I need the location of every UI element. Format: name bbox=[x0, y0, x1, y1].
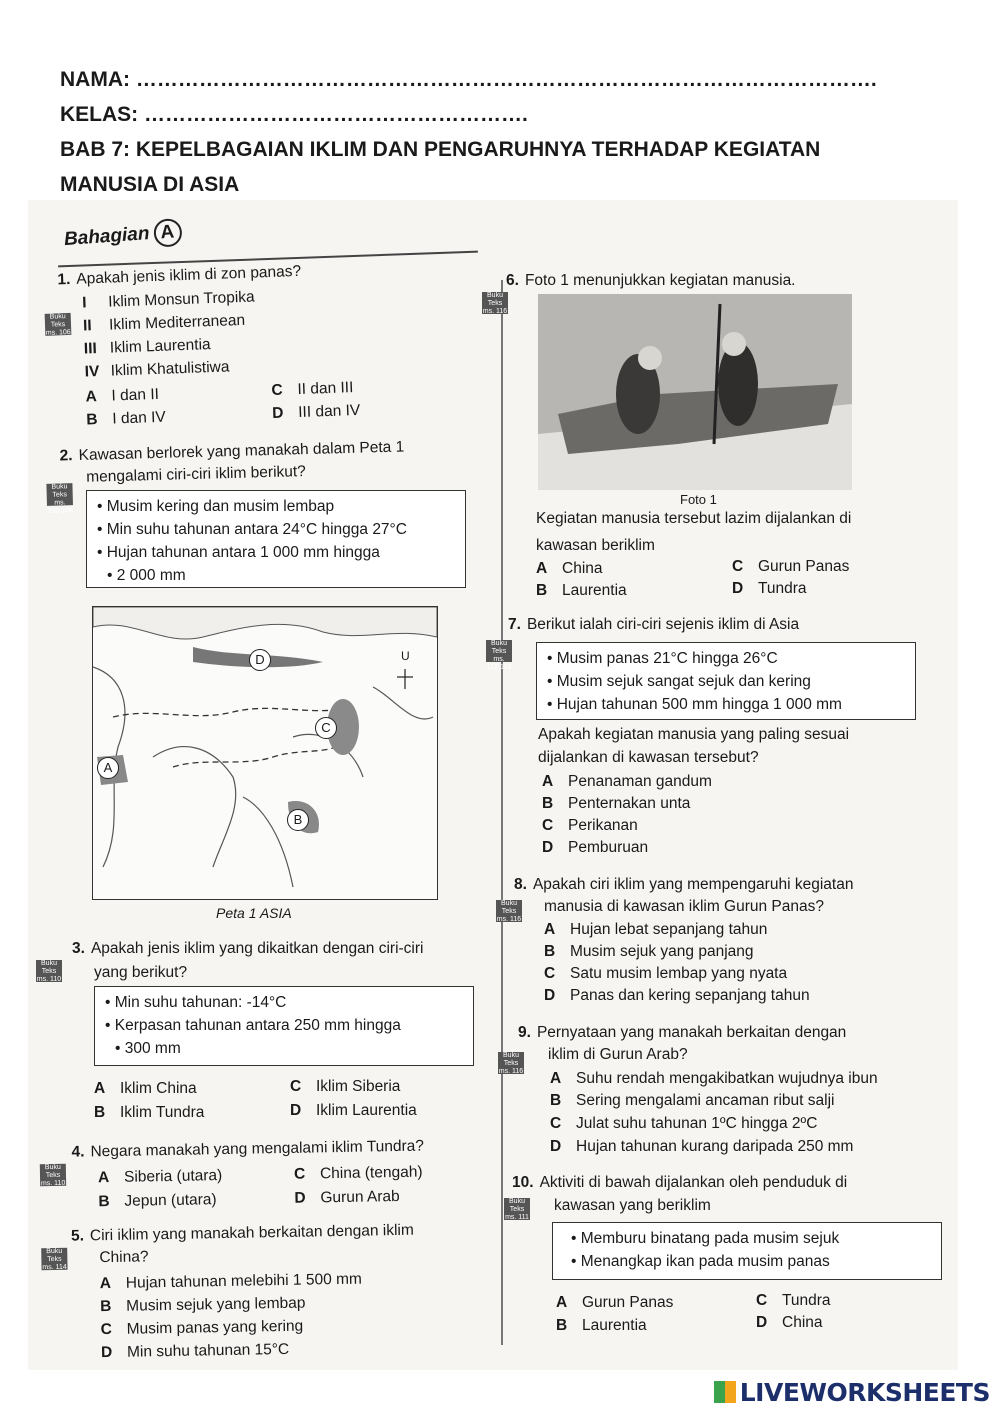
question-number: 1. bbox=[57, 270, 71, 289]
answer-option[interactable]: B Laurentia bbox=[556, 1317, 647, 1334]
textbook-ref-icon: Buku Teks ms. 110 bbox=[40, 1163, 66, 1188]
question-text: Apakah ciri iklim yang mempengaruhi kegiatan bbox=[532, 876, 854, 893]
answer-option[interactable]: C China (tengah) bbox=[293, 1163, 423, 1183]
answer-option[interactable]: C Tundra bbox=[756, 1292, 831, 1309]
question-5 bbox=[42, 1218, 493, 1365]
characteristics-box bbox=[536, 642, 916, 720]
textbook-ref-icon: Buku Teks ms. 116 bbox=[482, 292, 508, 315]
question-text: Apakah kegiatan manusia yang paling sesuai bbox=[538, 726, 850, 743]
question-1 bbox=[45, 255, 483, 445]
question-number: 8. bbox=[514, 876, 527, 893]
textbook-ref-icon: Buku Teks ms. 110 bbox=[36, 960, 62, 983]
bullet-item: • Musim sejuk sangat sejuk dan kering bbox=[547, 670, 905, 693]
question-text: Aktiviti di bawah dijalankan oleh penduduk di bbox=[539, 1174, 848, 1191]
brand-text: LIVEWORKSHEETS bbox=[739, 1378, 990, 1407]
bullet-item: • Hujan tahunan antara 1 000 mm hingga bbox=[97, 541, 455, 564]
question-text: manusia di kawasan iklim Gurun Panas? bbox=[544, 898, 824, 915]
photo-1-drawing bbox=[538, 294, 852, 490]
list-item: Iklim Khatulistiwa bbox=[110, 358, 230, 380]
question-10 bbox=[505, 1172, 952, 1222]
question-text: China? bbox=[99, 1248, 149, 1267]
map-region-label: A bbox=[97, 757, 119, 779]
bullet-item: • Musim panas 21°C hingga 26°C bbox=[547, 647, 905, 670]
class-field[interactable]: KELAS: ………………………………………………. bbox=[60, 103, 528, 126]
question-text: mengalami ciri-ciri iklim berikut? bbox=[86, 463, 307, 486]
question-text: kawasan beriklim bbox=[536, 537, 655, 554]
answer-option[interactable]: A Iklim China bbox=[94, 1080, 197, 1097]
bullet-item: • Musim kering dan musim lembap bbox=[97, 495, 455, 518]
answer-option[interactable]: A I dan II bbox=[85, 385, 160, 406]
bullet-item-continued: • 300 mm bbox=[105, 1037, 463, 1060]
roman-numeral: IV bbox=[84, 362, 100, 381]
textbook-ref-icon: Buku Teks ms. 116 bbox=[496, 900, 522, 923]
answer-option[interactable]: D III dan IV bbox=[271, 401, 361, 422]
worksheet-header bbox=[60, 62, 960, 202]
answer-option[interactable]: A Siberia (utara) bbox=[97, 1167, 223, 1187]
question-text: Apakah jenis iklim di zon panas? bbox=[76, 262, 302, 288]
answer-option[interactable]: A Hujan lebat sepanjang tahun bbox=[544, 921, 768, 938]
textbook-ref-icon: Buku Teks ms. 106 bbox=[45, 313, 71, 337]
bullet-item: • Min suhu tahunan: -14°C bbox=[105, 991, 463, 1014]
question-7-body bbox=[538, 724, 938, 858]
question-10-options bbox=[556, 1292, 956, 1342]
question-4 bbox=[40, 1134, 492, 1213]
question-text: iklim di Gurun Arab? bbox=[548, 1046, 688, 1063]
question-number: 5. bbox=[70, 1227, 85, 1245]
question-text: Pernyataan yang manakah berkaitan dengan bbox=[536, 1024, 847, 1041]
answer-option[interactable]: B I dan IV bbox=[86, 408, 167, 429]
answer-option[interactable]: C Iklim Siberia bbox=[290, 1078, 401, 1095]
answer-option[interactable]: D Gurun Arab bbox=[294, 1187, 400, 1207]
list-item: Iklim Laurentia bbox=[109, 336, 211, 357]
answer-option[interactable]: B Iklim Tundra bbox=[94, 1104, 205, 1121]
chapter-title-line2: MANUSIA DI ASIA bbox=[60, 173, 240, 196]
bullet-item: • Memburu binatang pada musim sejuk bbox=[571, 1227, 931, 1250]
question-number: 7. bbox=[508, 616, 521, 633]
question-number: 3. bbox=[72, 940, 85, 957]
map-caption: Peta 1 ASIA bbox=[216, 905, 292, 921]
answer-option[interactable]: D Min suhu tahunan 15°C bbox=[100, 1340, 290, 1362]
answer-option[interactable]: D Pemburuan bbox=[542, 839, 649, 856]
map-region-label: D bbox=[249, 649, 271, 671]
question-number: 6. bbox=[506, 272, 519, 289]
answer-option[interactable]: A Gurun Panas bbox=[556, 1294, 674, 1311]
question-text: Kegiatan manusia tersebut lazim dijalankan di bbox=[536, 510, 852, 527]
question-text: kawasan yang beriklim bbox=[554, 1197, 711, 1214]
liveworksheets-icon bbox=[714, 1381, 736, 1403]
answer-option[interactable]: D China bbox=[756, 1314, 823, 1331]
question-text: Ciri iklim yang manakah berkaitan dengan iklim bbox=[89, 1221, 414, 1245]
north-arrow-label: U bbox=[401, 649, 410, 663]
question-number: 9. bbox=[518, 1024, 531, 1041]
question-8 bbox=[496, 874, 954, 1008]
list-item: Iklim Mediterranean bbox=[108, 311, 246, 334]
answer-option[interactable]: D Panas dan kering sepanjang tahun bbox=[544, 987, 810, 1004]
map-region-label: C bbox=[315, 717, 337, 739]
section-label: Bahagian bbox=[63, 223, 151, 251]
answer-option[interactable]: A Hujan tahunan melebihi 1 500 mm bbox=[99, 1270, 363, 1293]
list-item: Iklim Monsun Tropika bbox=[107, 288, 255, 311]
question-text: Kawasan berlorek yang manakah dalam Peta 1 bbox=[78, 438, 405, 465]
photo-caption: Foto 1 bbox=[680, 492, 717, 507]
answer-option[interactable]: D Tundra bbox=[732, 580, 807, 597]
roman-numeral: III bbox=[83, 340, 98, 358]
asia-map bbox=[92, 606, 438, 900]
liveworksheets-logo[interactable] bbox=[714, 1378, 990, 1407]
question-text: Apakah jenis iklim yang dikaitkan dengan ciri-ciri bbox=[90, 940, 424, 957]
question-text: Negara manakah yang mengalami iklim Tundra? bbox=[90, 1137, 425, 1161]
question-text: dijalankan di kawasan tersebut? bbox=[538, 749, 759, 766]
answer-option[interactable]: A Penanaman gandum bbox=[542, 773, 712, 790]
answer-option[interactable]: B Jepun (utara) bbox=[98, 1191, 217, 1211]
question-6-body bbox=[536, 508, 936, 600]
bullet-item: • Menangkap ikan pada musim panas bbox=[571, 1250, 931, 1273]
question-text: Foto 1 menunjukkan kegiatan manusia. bbox=[524, 272, 796, 289]
name-field[interactable]: NAMA: ……………………………………………………………………………………………. bbox=[60, 68, 877, 91]
answer-option[interactable]: C Julat suhu tahunan 1ºC hingga 2ºC bbox=[550, 1115, 818, 1132]
question-text: yang berikut? bbox=[94, 964, 188, 981]
question-number: 4. bbox=[71, 1143, 85, 1161]
answer-option[interactable]: B Sering mengalami ancaman ribut salji bbox=[550, 1092, 835, 1109]
photo-1-image bbox=[538, 294, 852, 490]
answer-option[interactable]: C Musim panas yang kering bbox=[100, 1317, 304, 1339]
roman-numeral: I bbox=[81, 294, 87, 312]
textbook-ref-icon: Buku Teks ms. 112-113 bbox=[486, 640, 512, 671]
characteristics-box bbox=[94, 986, 474, 1066]
answer-option[interactable]: A China bbox=[536, 560, 603, 577]
chapter-title-line1: BAB 7: KEPELBAGAIAN IKLIM DAN PENGARUHNYA TERHADAP KEGIATAN bbox=[60, 138, 821, 161]
answer-option[interactable]: C Perikanan bbox=[542, 817, 638, 834]
question-number: 10. bbox=[512, 1174, 534, 1191]
answer-option[interactable]: B Penternakan unta bbox=[542, 795, 691, 812]
textbook-ref-icon: Buku Teks ms. 111 bbox=[505, 1198, 529, 1221]
bullet-item: • Kerpasan tahunan antara 250 mm hingga bbox=[105, 1014, 463, 1037]
section-letter: A bbox=[152, 218, 182, 248]
question-text: Berikut ialah ciri-ciri sejenis iklim di Asia bbox=[526, 616, 800, 633]
answer-option[interactable]: B Laurentia bbox=[536, 582, 627, 599]
textbook-ref-icon: Buku Teks ms. 114 bbox=[42, 1247, 67, 1272]
question-number: 2. bbox=[59, 447, 73, 465]
answer-option[interactable]: B Musim sejuk yang lembap bbox=[100, 1294, 306, 1316]
bullet-item-continued: • 2 000 mm bbox=[97, 564, 455, 587]
answer-option[interactable]: C II dan III bbox=[271, 379, 354, 399]
answer-option[interactable]: D Hujan tahunan kurang daripada 250 mm bbox=[550, 1138, 854, 1155]
answer-option[interactable]: C Satu musim lembap yang nyata bbox=[544, 965, 788, 982]
textbook-ref-icon: Buku Teks ms. 105-106 bbox=[47, 483, 74, 515]
textbook-ref-icon: Buku Teks ms. 116 bbox=[498, 1052, 524, 1075]
characteristics-box bbox=[86, 490, 466, 588]
map-region-label: B bbox=[287, 809, 309, 831]
answer-option[interactable]: B Musim sejuk yang panjang bbox=[544, 943, 754, 960]
activity-box bbox=[552, 1222, 942, 1280]
bullet-item: • Hujan tahunan 500 mm hingga 1 000 mm bbox=[547, 693, 905, 716]
answer-option[interactable]: A Suhu rendah mengakibatkan wujudnya ibun bbox=[550, 1070, 878, 1087]
question-9 bbox=[498, 1022, 958, 1162]
bullet-item: • Min suhu tahunan antara 24°C hingga 27°C bbox=[97, 518, 455, 541]
column-divider bbox=[501, 280, 503, 1345]
answer-option[interactable]: D Iklim Laurentia bbox=[290, 1102, 417, 1119]
roman-numeral: II bbox=[82, 317, 92, 335]
answer-option[interactable]: C Gurun Panas bbox=[732, 558, 850, 575]
